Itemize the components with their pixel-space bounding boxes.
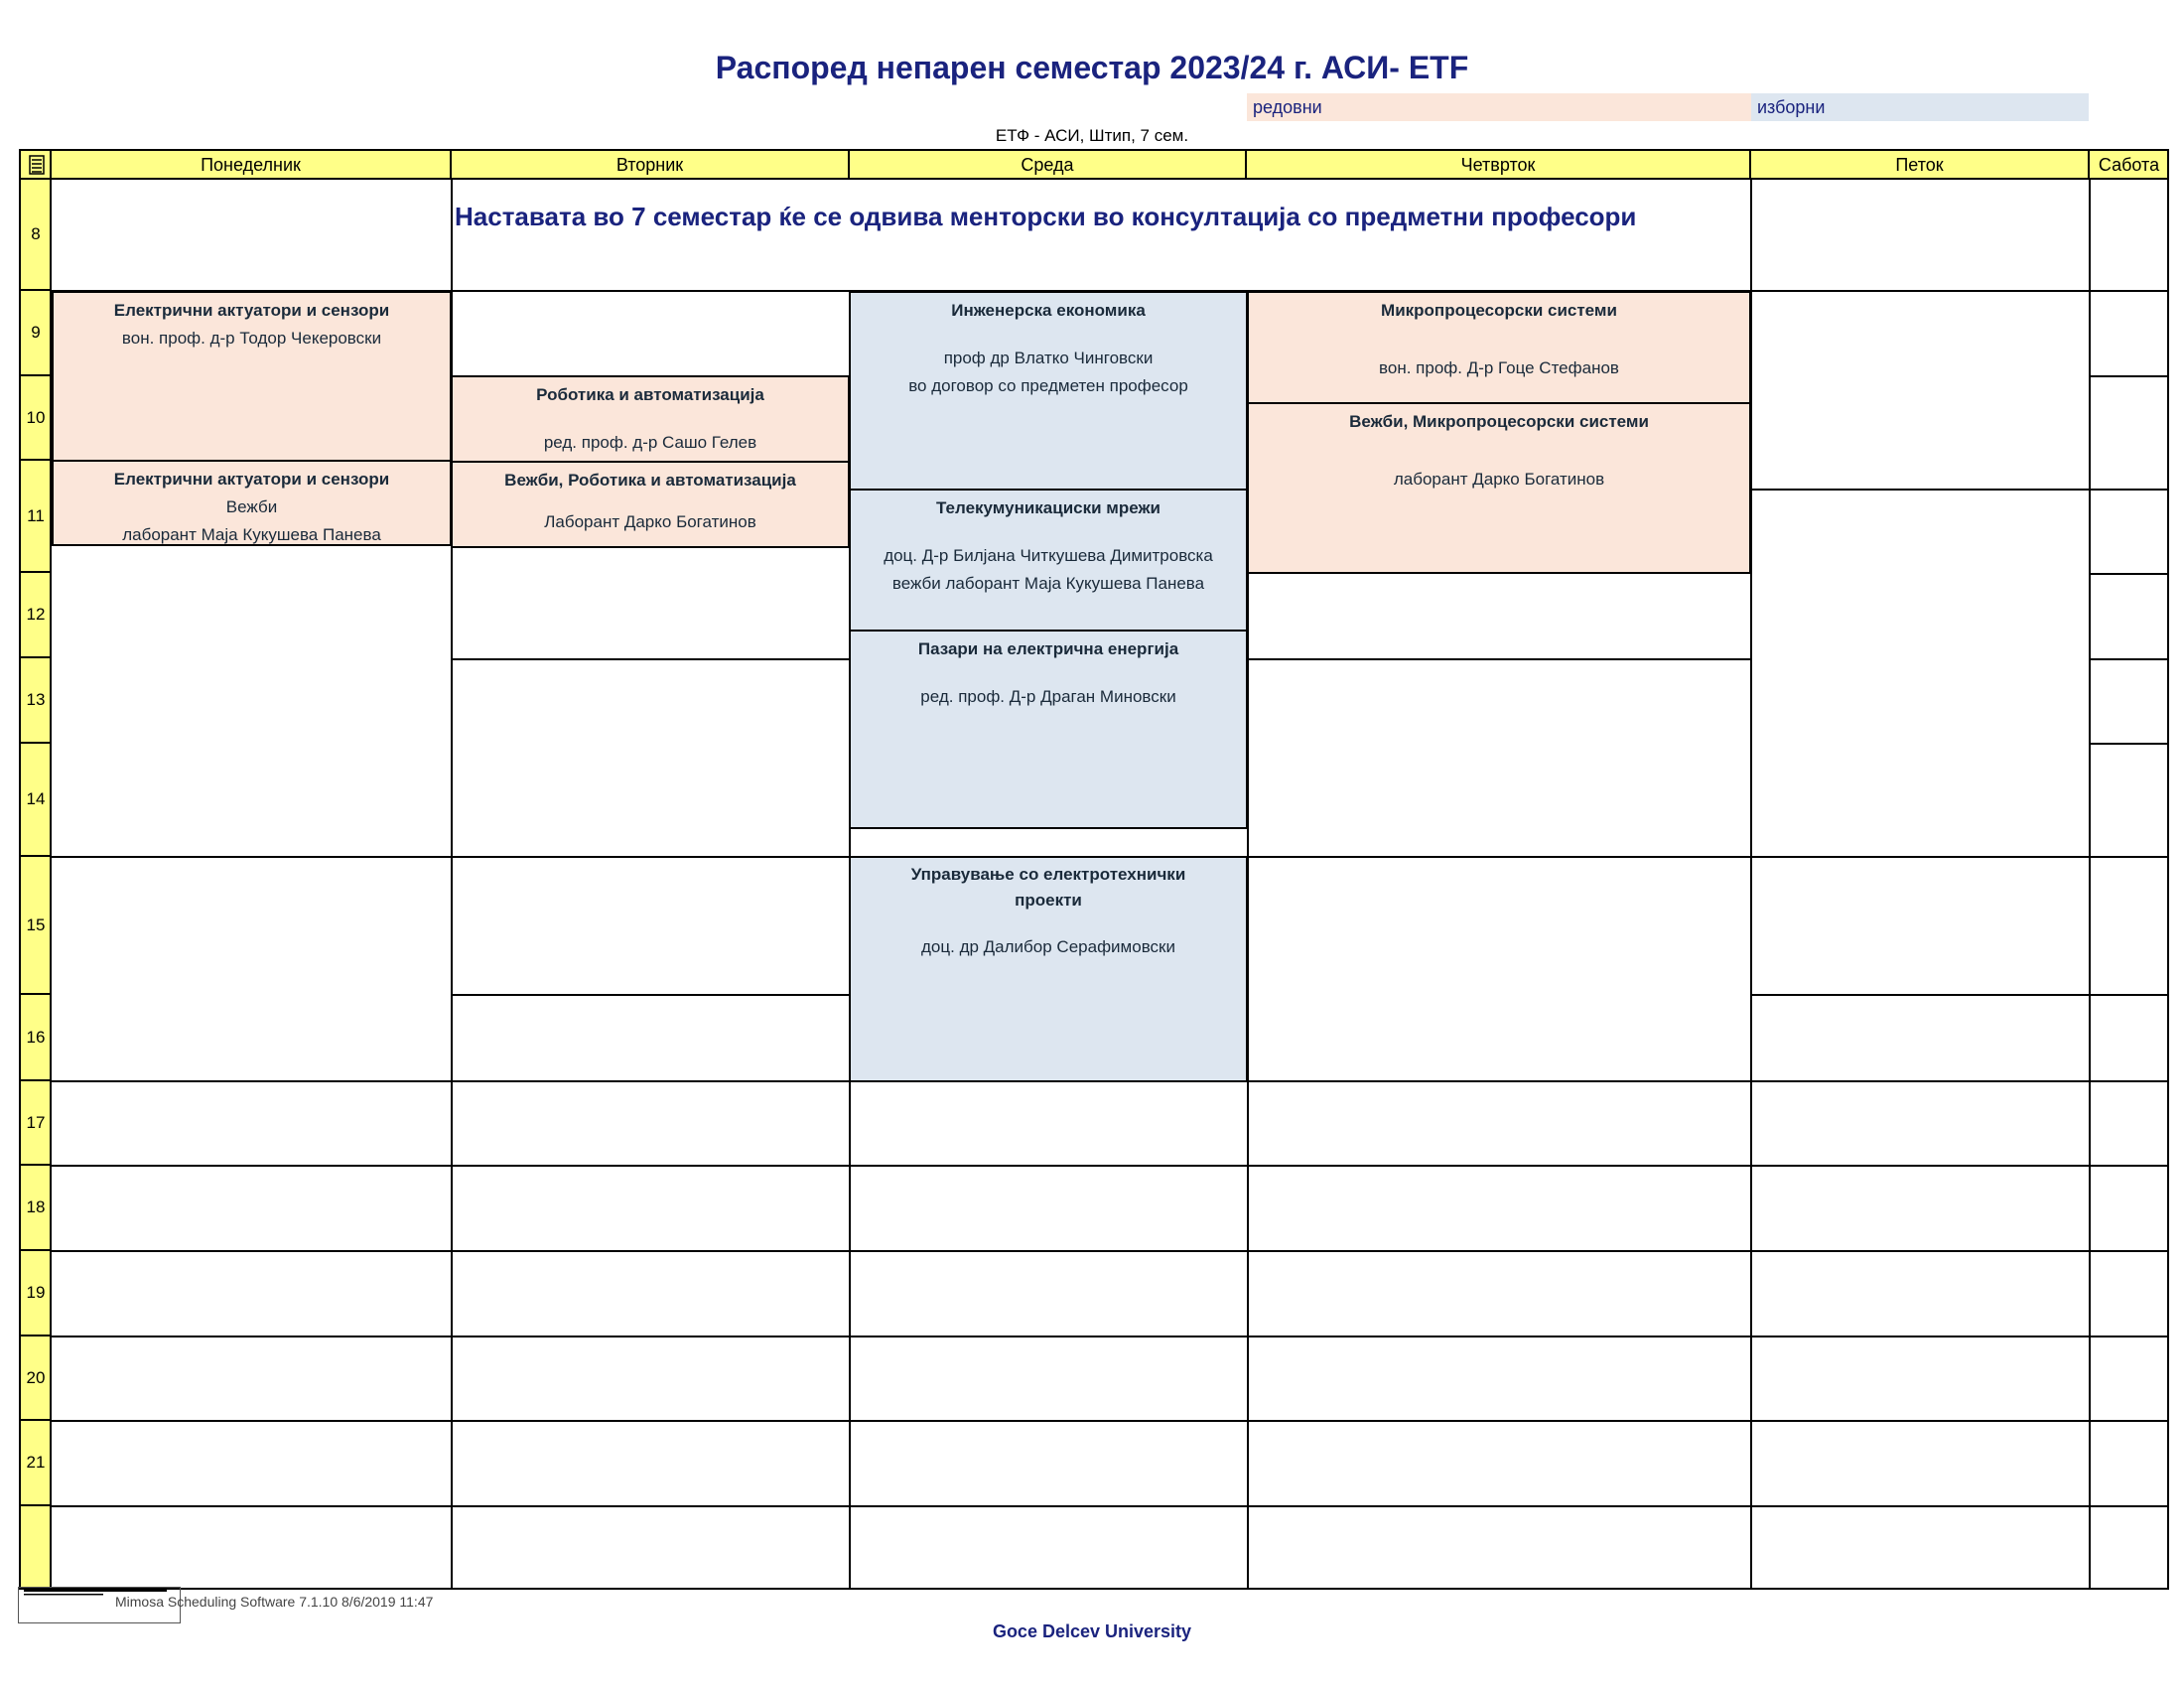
- event-note: во договор со предметен професор: [908, 376, 1188, 395]
- day-header-wednesday: Среда: [850, 150, 1247, 180]
- hour-label: 16: [20, 995, 52, 1081]
- event-title: Електрични актуатори и сензори: [113, 470, 390, 489]
- hour-label: 11: [20, 461, 52, 573]
- event-teacher: доц. Д-р Билјана Читкушева Димитровска: [884, 546, 1213, 565]
- footer-university: Goce Delcev University: [992, 1621, 1192, 1641]
- hour-label: 10: [20, 376, 52, 461]
- hour-label: 18: [20, 1166, 52, 1251]
- event-teacher: вон. проф. д-р Тодор Чекеровски: [121, 329, 382, 348]
- page-title: Распоред непарен семестар 2023/24 г. АСИ- ETF: [715, 50, 1469, 85]
- day-header-thursday: Четврток: [1247, 150, 1751, 180]
- hour-label: 13: [20, 658, 52, 744]
- event-type: Вежби: [225, 497, 278, 516]
- event-title: Роботика и автоматизација: [536, 385, 764, 404]
- hour-label: 17: [20, 1081, 52, 1166]
- event-title: Електрични актуатори и сензори: [113, 301, 390, 320]
- hour-label: 8: [20, 180, 52, 291]
- event-teacher: проф др Влатко Чинговски: [943, 349, 1154, 367]
- day-header-monday: Понеделник: [52, 150, 452, 180]
- event-title: Вежби, Микропроцесорски системи: [1349, 412, 1649, 431]
- hour-label: 9: [20, 291, 52, 376]
- legend-regular: редовни: [1247, 93, 1751, 121]
- event-title: Пазари на електрична енергија: [917, 639, 1179, 658]
- day-header-tuesday: Вторник: [452, 150, 850, 180]
- event-teacher: доц. др Далибор Серафимовски: [921, 937, 1175, 956]
- legend-elective: изборни: [1751, 93, 2089, 121]
- event-title: Вежби, Роботика и автоматизација: [504, 471, 796, 490]
- event-teacher: вон. проф. Д-р Гоце Стефанов: [1379, 358, 1619, 377]
- hour-label: 12: [20, 573, 52, 658]
- footer-software: Mimosa Scheduling Software 7.1.10 8/6/2019 11:47: [115, 1594, 434, 1610]
- event-title: Микропроцесорски системи: [1381, 301, 1617, 320]
- hour-label: 19: [20, 1251, 52, 1336]
- page-subtitle: ЕТФ - АСИ, Штип, 7 сем.: [995, 126, 1189, 145]
- event-teacher: лаборант Маја Кукушева Панева: [122, 525, 381, 544]
- hour-label: 20: [20, 1336, 52, 1421]
- event-title: Управување со електротехнички проекти: [910, 865, 1186, 910]
- event-teacher: ред. проф. Д-р Драган Миновски: [920, 687, 1176, 706]
- event-teacher: Лаборант Дарко Богатинов: [544, 512, 756, 531]
- timetable-grid: [19, 149, 2169, 1590]
- event-teacher: лаборант Дарко Богатинов: [1393, 470, 1605, 489]
- day-header-saturday: Сабота: [2090, 150, 2168, 180]
- hour-label: 14: [20, 744, 52, 857]
- event-title: Инженерска економика: [951, 301, 1146, 320]
- hour-label: 21: [20, 1421, 52, 1506]
- notice-text: Наставата во 7 семестар ќе се одвива менторски во консултација со предметни професори: [455, 202, 1637, 231]
- day-header-friday: Петок: [1751, 150, 2090, 180]
- event-title: Телекумуникациски мрежи: [936, 498, 1160, 517]
- event-lab-teacher: вежби лаборант Маја Кукушева Панева: [891, 574, 1205, 593]
- hour-label: 15: [20, 857, 52, 995]
- event-teacher: ред. проф. д-р Сашо Гелев: [543, 433, 757, 452]
